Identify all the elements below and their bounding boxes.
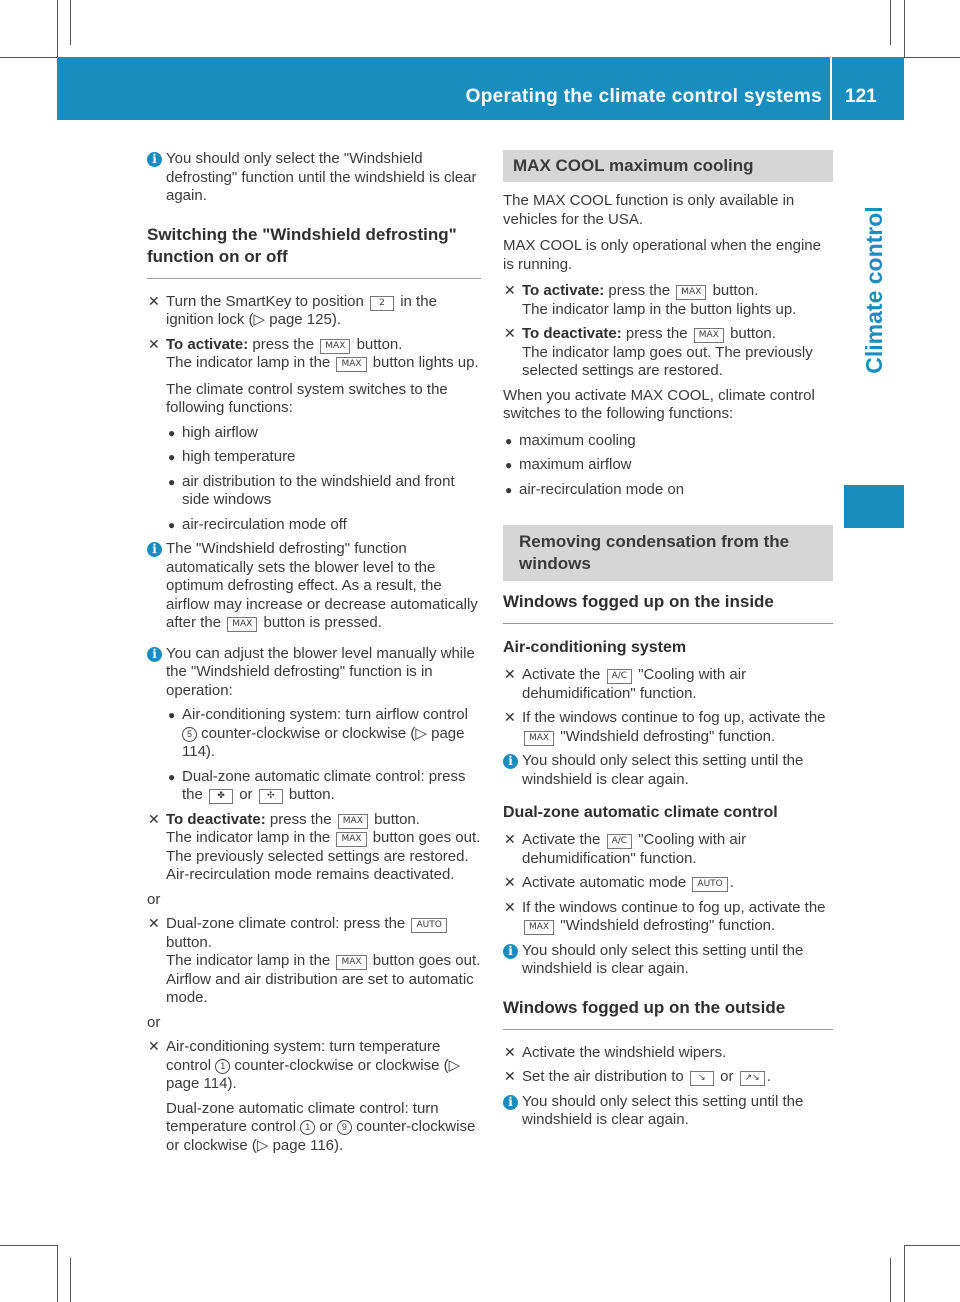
bullet-icon: ● [505,482,513,497]
position-2-icon: 2 [370,296,394,311]
condensation-heading: Removing condensation from the windows [503,525,833,581]
page-ref-arrow-icon: ▷ [415,724,427,742]
step-marker-icon: ✕ [148,336,160,353]
step-item: ✕ If the windows continue to fog up, activate the MAX "Windshield defrosting" function. [504,898,826,934]
auto-button-icon: AUTO [411,918,446,933]
chapter-label: Climate control [860,206,887,374]
crop-mark [70,0,71,45]
info-note: i The "Windshield defrosting" function automatically sets the blower level to the optimum defrosting effect. As a result, the airflow may increase or decrease automatically after the MAX button is pressed. [147,540,481,633]
step-marker-icon: ✕ [504,710,516,726]
bullet-icon: ● [168,450,176,464]
list-item: ● air-recirculation mode on [505,480,685,498]
step-item: ✕ To activate: press the MAX button. The indicator lamp in the MAX button lights up. The climate control system switches to the following functions: [147,336,481,418]
paragraph: When you activate MAX COOL, climate control switches to the following functions: [503,386,815,422]
page-ref-arrow-icon: ▷ [253,311,266,328]
defrost-button-icon: MAX [336,832,366,847]
step-marker-icon: ✕ [148,916,160,932]
step-item: ✕ Air-conditioning system: turn temperature control 1 counter-clockwise or clockwise (▷ page 114). Dual-zone automatic climate control: turn temperature control 1 or 9 counter-clockwise or clockwise (▷ page 116). [147,1038,481,1155]
header-divider [830,57,832,120]
crop-mark [57,0,58,57]
info-note: i You can adjust the blower level manually while the "Windshield defrosting" function is in operation: [147,645,481,701]
defrost-button-icon: MAX [524,920,554,935]
ac-button-icon: A/C [607,834,632,849]
list-item: ● high temperature [168,448,296,465]
step-item: ✕ To deactivate: press the MAX button. The indicator lamp in the MAX button goes out. The previously selected settings are restored. Air-recirculation mode remains deactivated. [148,810,481,883]
control-5-icon: 5 [182,727,197,742]
crop-mark [904,1245,960,1246]
crop-mark [70,1258,71,1302]
crop-mark [904,0,905,57]
section-heading: Windows fogged up on the inside [503,591,833,624]
page-number: 121 [845,86,877,107]
paragraph: The MAX COOL function is only available in vehicles for the USA. [503,192,795,228]
step-item: ✕ Activate the A/C "Cooling with air dehumidification" function. [504,831,747,867]
crop-mark [57,1245,58,1302]
bullet-icon: ● [168,769,176,784]
defrost-button-icon: MAX [320,339,350,354]
list-item: ● air-recirculation mode off [168,515,347,533]
crop-mark [904,57,960,58]
chapter-side-tab [844,120,904,460]
bullet-icon: ● [168,474,176,489]
crop-mark [890,0,891,45]
ac-button-icon: A/C [607,669,632,684]
defrost-button-icon: MAX [336,357,366,372]
crop-mark [0,1245,57,1246]
air-distribution-windshield-icon: ↘ [690,1071,714,1086]
crop-mark [904,1245,905,1302]
step-marker-icon: ✕ [504,1044,516,1061]
defrost-button-icon: MAX [338,814,368,829]
control-1-icon: 1 [300,1120,315,1135]
info-note: i You should only select the "Windshield defrosting" function until the windshield is clear again. [147,150,481,206]
step-item: ✕ Activate automatic mode AUTO . [504,874,734,891]
step-item: ✕ Dual-zone climate control: press the AUTO button. The indicator lamp in the MAX button goes out. Airflow and air distribution are set to automatic mode. [148,915,481,1006]
info-icon: i [503,1095,518,1110]
control-9-icon: 9 [337,1120,352,1135]
defrost-button-icon: MAX [524,731,554,746]
step-detail: The climate control system switches to the following functions: [166,380,448,416]
list-item: ● air distribution to the windshield and front side windows [168,472,455,508]
step-marker-icon: ✕ [148,1039,160,1055]
bullet-icon: ● [505,433,513,448]
step-item: ✕ To activate: press the MAX button. The indicator lamp in the button lights up. [504,282,797,318]
section-heading: Windows fogged up on the outside [503,997,833,1030]
info-note: i You should only select this setting until the windshield is clear again. [503,1093,833,1130]
right-column [503,150,833,1142]
defrost-button-icon: MAX [227,617,257,632]
max-cool-button-icon: MAX [676,285,706,300]
or-text: or [147,1013,161,1031]
page-ref-arrow-icon: ▷ [448,1056,461,1074]
list-item: ● high airflow [168,423,258,441]
step-marker-icon: ✕ [504,326,516,342]
list-item: ● Dual-zone automatic climate control: press the ✤ or ✣ button. [168,767,466,803]
bullet-icon: ● [505,458,513,472]
info-note: i You should only select this setting until the windshield is clear again. [503,752,833,789]
subsection-heading: Dual-zone automatic climate control [503,804,778,821]
step-marker-icon: ✕ [504,667,516,683]
step-marker-icon: ✕ [504,832,516,848]
section-heading: Switching the "Windshield defrosting" function on or off [147,224,481,279]
step-marker-icon: ✕ [148,293,160,310]
bullet-icon: ● [168,517,176,532]
page-header-title: Operating the climate control systems [465,86,822,107]
control-1-icon: 1 [215,1059,230,1074]
step-item: ✕ If the windows continue to fog up, activate the MAX "Windshield defrosting" function. [504,709,826,745]
step-marker-icon: ✕ [148,811,160,828]
info-icon: i [147,647,162,662]
step-marker-icon: ✕ [504,283,516,299]
paragraph: MAX COOL is only operational when the engine is running. [503,237,821,273]
subsection-heading: Air-conditioning system [503,639,687,656]
step-item: ✕ Set the air distribution to ↘ or ↗↘ . [504,1068,771,1085]
step-item: ✕ Turn the SmartKey to position 2 in the ignition lock (▷ page 125). [148,292,437,328]
left-column [147,150,481,1161]
bullet-icon: ● [168,708,176,722]
step-marker-icon: ✕ [504,899,516,916]
step-item: ✕ To deactivate: press the MAX button. The indicator lamp goes out. The previously selected settings are restored. [504,325,813,379]
info-note: i You should only select this setting until the windshield is clear again. [503,942,833,979]
fan-down-icon: ✣ [259,789,283,804]
step-item: ✕ Activate the windshield wipers. [504,1043,727,1061]
list-item: ● maximum cooling [505,431,636,449]
max-cool-heading: MAX COOL maximum cooling [503,150,833,182]
crop-mark [890,1258,891,1302]
list-item: ● Air-conditioning system: turn airflow control 5 counter-clockwise or clockwise (▷ page 114). [168,706,468,760]
defrost-button-icon: MAX [336,955,366,970]
bullet-icon: ● [168,425,176,440]
step-detail: Dual-zone automatic climate control: turn temperature control 1 or 9 counter-clockwise or clockwise (▷ page 116). [166,1099,476,1154]
page-ref-arrow-icon: ▷ [256,1136,269,1154]
step-item: ✕ Activate the A/C "Cooling with air dehumidification" function. [504,666,747,702]
or-text: or [147,890,161,908]
fan-up-icon: ✤ [209,789,233,804]
info-icon: i [503,754,518,769]
step-marker-icon: ✕ [504,1069,516,1085]
info-icon: i [503,944,518,959]
air-distribution-windshield-footwell-icon: ↗↘ [740,1071,765,1086]
info-icon: i [147,152,162,167]
crop-mark [0,57,57,58]
max-cool-button-icon: MAX [694,328,724,343]
list-item: ● maximum airflow [505,456,632,473]
chapter-marker-block [844,485,904,528]
auto-button-icon: AUTO [692,877,727,892]
info-icon: i [147,542,162,557]
step-marker-icon: ✕ [504,875,516,891]
